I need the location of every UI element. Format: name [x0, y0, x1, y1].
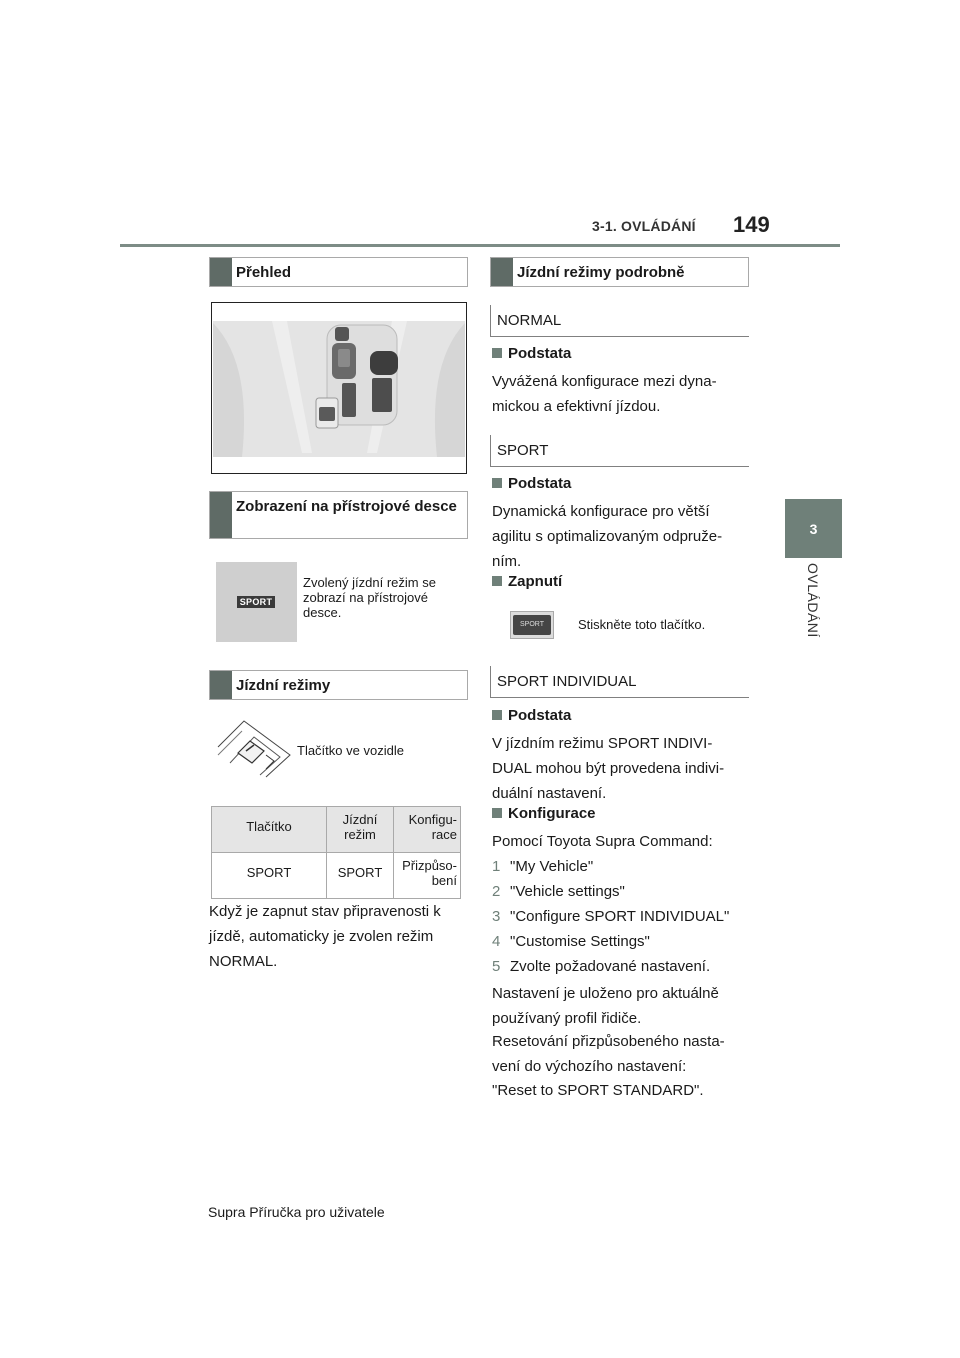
sport-essence-heading: Podstata [492, 475, 571, 492]
footer-text: Supra Příručka pro uživatele [208, 1204, 385, 1220]
bullet-square-icon [492, 576, 502, 586]
sport-enable-heading: Zapnutí [492, 573, 562, 590]
header-rule [120, 244, 840, 247]
saved-profile-text: Nastavení je uloženo pro aktuálně používaný profil řidiče. [492, 985, 719, 1027]
bullet-square-icon [492, 478, 502, 488]
si-config-heading: Konfigurace [492, 805, 596, 822]
bullet-square-icon [492, 348, 502, 358]
list-item: 3 "Configure SPORT INDIVIDUAL" [492, 908, 730, 925]
table-header: Tlačítko [212, 807, 327, 853]
si-config-intro: Pomocí Toyota Supra Command: [492, 833, 713, 850]
sport-button-image [510, 611, 554, 639]
list-item: 4 "Customise Settings" [492, 933, 650, 950]
modes-heading: Jízdní režimy [209, 670, 468, 700]
table-cell: SPORT [212, 853, 327, 899]
overview-heading: Přehled [209, 257, 468, 287]
sport-button-label: SPORT [513, 615, 551, 635]
sport-badge: SPORT [237, 596, 275, 608]
si-essence-text: V jízdním režimu SPORT INDIVI-DUAL mohou být provedena indivi-duální nastavení. [492, 735, 725, 802]
reset-intro-text: Resetování přizpůsobeného nasta-vení do výchozího nastavení: [492, 1033, 725, 1075]
sport-button-icon [216, 715, 292, 779]
list-item: 1 "My Vehicle" [492, 858, 594, 875]
sport-individual-subheading: SPORT INDIVIDUAL [490, 666, 749, 698]
list-item: 2 "Vehicle settings" [492, 883, 625, 900]
details-heading: Jízdní režimy podrobně [490, 257, 749, 287]
normal-essence-heading: Podstata [492, 345, 571, 362]
config-steps-list [492, 854, 762, 979]
button-note: Tlačítko ve vozidle [297, 743, 404, 758]
section-title: 3-1. OVLÁDÁNÍ [592, 218, 696, 234]
table-header: Jízdní režim [327, 807, 394, 853]
chapter-label: OVLÁDÁNÍ [805, 563, 821, 638]
list-item: 5 Zvolte požadované nastavení. [492, 958, 711, 975]
default-mode-text: Když je zapnut stav připravenosti k jízdě, automaticky je zvolen režim NORMAL. [209, 903, 441, 970]
chapter-tab: 3 [785, 499, 842, 558]
normal-essence-text: Vyvážená konfigurace mezi dyna-mickou a efektivní jízdou. [492, 373, 717, 415]
reset-value-text: "Reset to SPORT STANDARD". [492, 1082, 704, 1099]
table-row [212, 853, 461, 899]
display-note: Zvolený jízdní režim se zobrazí na přístrojové desce. [303, 575, 436, 620]
console-illustration [211, 302, 467, 474]
vehicle-button-illustration [216, 715, 292, 779]
page-number: 149 [733, 212, 770, 237]
table-header-row [212, 807, 461, 853]
sport-button-note: Stiskněte toto tlačítko. [578, 617, 706, 632]
si-essence-heading: Podstata [492, 707, 571, 724]
modes-table [211, 806, 461, 899]
center-console-image [212, 303, 466, 473]
normal-subheading: NORMAL [490, 305, 749, 337]
display-heading: Zobrazení na přístrojové desce [209, 491, 468, 539]
table-cell: SPORT [327, 853, 394, 899]
table-cell: Přizpůso-bení [394, 853, 461, 899]
display-indicator-image [216, 562, 297, 642]
bullet-square-icon [492, 710, 502, 720]
sport-subheading: SPORT [490, 435, 749, 467]
sport-essence-text: Dynamická konfigurace pro větší agilitu s optimalizovaným odpruže-ním. [492, 503, 723, 570]
bullet-square-icon [492, 808, 502, 818]
table-header: Konfigu-race [394, 807, 461, 853]
